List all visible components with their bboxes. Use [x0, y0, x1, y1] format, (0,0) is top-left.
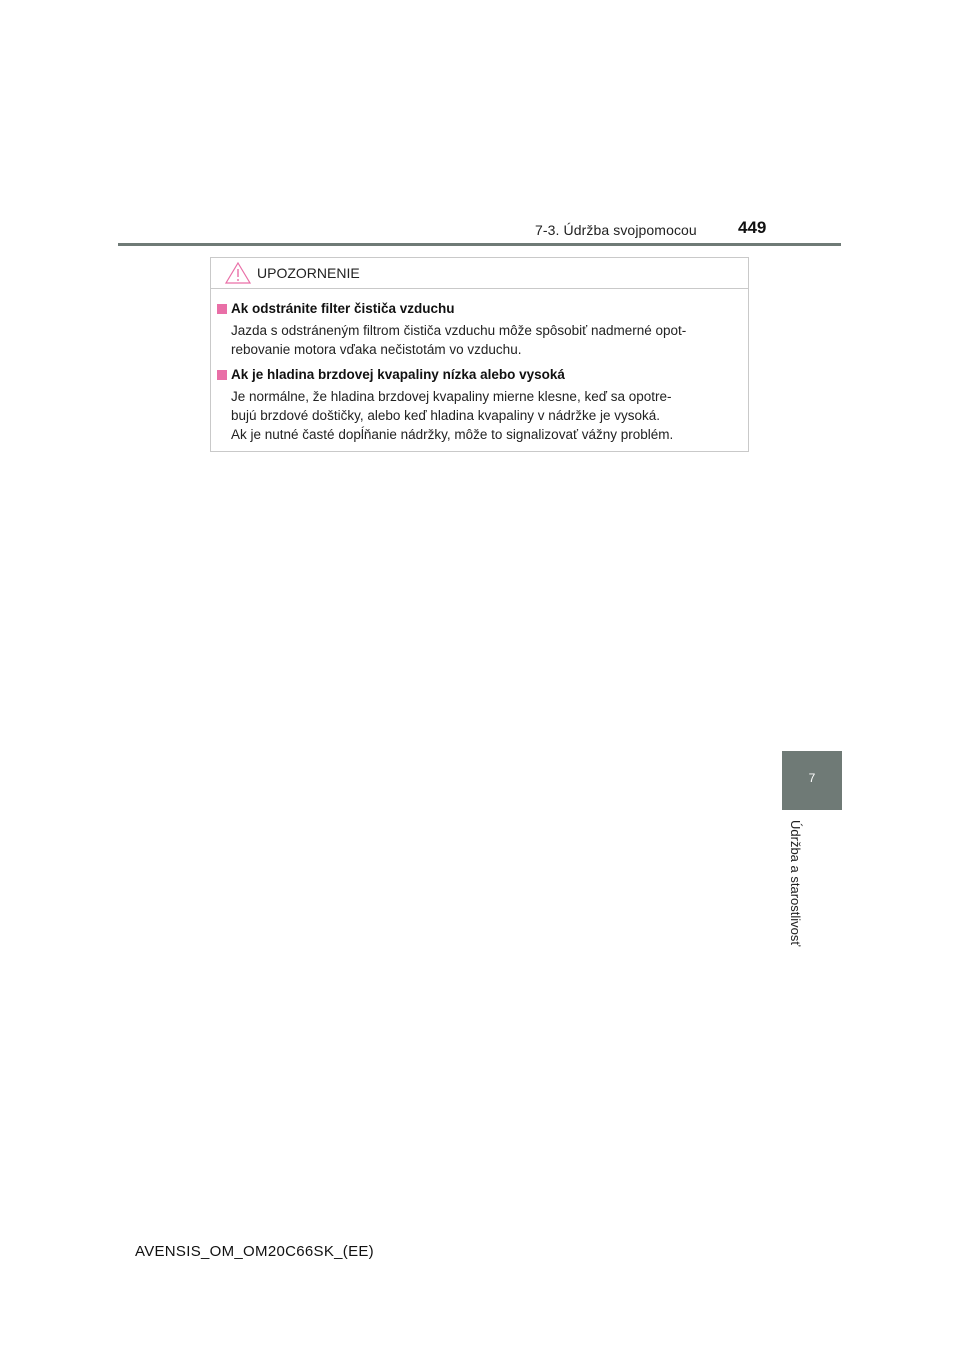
page-number: 449 [738, 218, 767, 237]
warning-item [217, 367, 738, 444]
warning-header [211, 258, 748, 289]
text-line: Ak je nutné časté dopĺňanie nádržky, môže to signalizovať vážny problém. [231, 427, 674, 442]
warning-item-heading-row [217, 367, 738, 382]
header-rule [118, 243, 841, 246]
chapter-tab[interactable] [782, 751, 842, 810]
text-line: rebovanie motora vďaka nečistotám vo vzduchu. [231, 342, 522, 357]
header-section-title: 7-3. Údržba svojpomocou [535, 222, 697, 238]
bullet-square-icon [217, 370, 227, 380]
text-line: Je normálne, že hladina brzdovej kvapaliny mierne klesne, keď sa opotre- [231, 389, 672, 404]
footer-doc-code: AVENSIS_OM_OM20C66SK_(EE) [135, 1243, 374, 1260]
chapter-number: 7 [808, 771, 816, 785]
chapter-side-label: Údržba a starostlivosť [788, 820, 803, 947]
text-line: Jazda s odstráneným filtrom čističa vzduchu môže spôsobiť nadmerné opot- [231, 323, 687, 338]
warning-item [217, 301, 738, 359]
warning-box [210, 257, 749, 452]
warning-item-text [231, 387, 738, 444]
warning-triangle-icon [225, 262, 251, 284]
warning-item-heading: Ak je hladina brzdovej kvapaliny nízka alebo vysoká [231, 367, 565, 382]
warning-item-text [231, 321, 738, 359]
warning-body [211, 289, 748, 444]
warning-title: UPOZORNENIE [257, 265, 360, 281]
bullet-square-icon [217, 304, 227, 314]
warning-item-heading-row [217, 301, 738, 316]
warning-item-heading: Ak odstránite filter čističa vzduchu [231, 301, 455, 316]
text-line: bujú brzdové doštičky, alebo keď hladina kvapaliny v nádržke je vysoká. [231, 408, 661, 423]
